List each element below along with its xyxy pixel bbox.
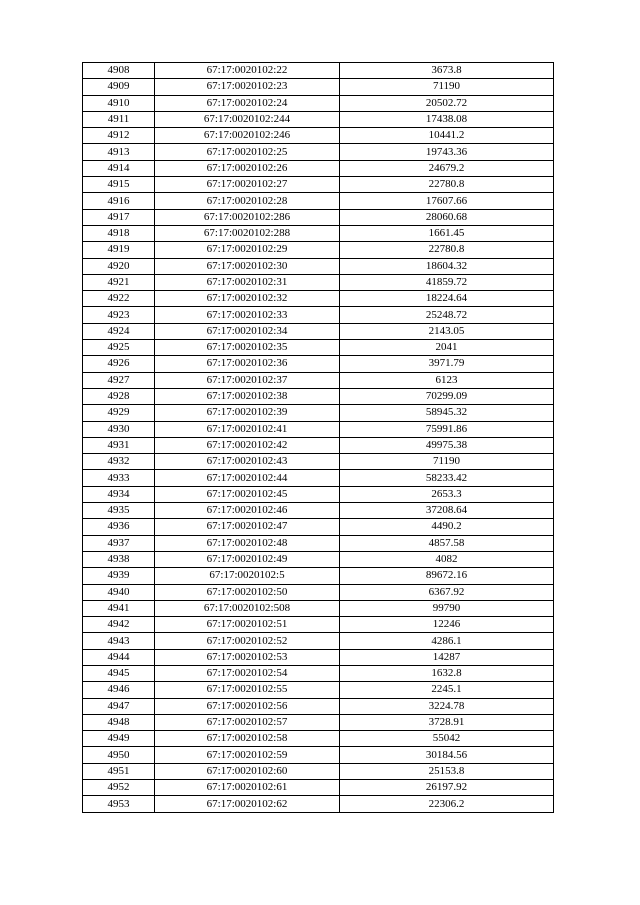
table-row [83,111,554,127]
cadastral-number-cell: 67:17:0020102:54 [155,665,340,681]
value-cell: 55042 [340,731,554,747]
value-cell: 25153.8 [340,763,554,779]
cadastral-number-cell: 67:17:0020102:36 [155,356,340,372]
row-number-cell: 4927 [83,372,155,388]
row-number-cell: 4953 [83,796,155,812]
cadastral-number-cell: 67:17:0020102:46 [155,503,340,519]
value-cell: 30184.56 [340,747,554,763]
cadastral-number-cell: 67:17:0020102:42 [155,437,340,453]
table-row [83,503,554,519]
cadastral-number-cell: 67:17:0020102:33 [155,307,340,323]
cadastral-number-cell: 67:17:0020102:53 [155,649,340,665]
row-number-cell: 4918 [83,225,155,241]
value-cell: 70299.09 [340,388,554,404]
cadastral-number-cell: 67:17:0020102:52 [155,633,340,649]
value-cell: 99790 [340,600,554,616]
value-cell: 17607.66 [340,193,554,209]
table-row [83,780,554,796]
cadastral-number-cell: 67:17:0020102:38 [155,388,340,404]
cadastral-number-cell: 67:17:0020102:50 [155,584,340,600]
table-row [83,95,554,111]
cadastral-number-cell: 67:17:0020102:47 [155,519,340,535]
row-number-cell: 4945 [83,665,155,681]
row-number-cell: 4944 [83,649,155,665]
value-cell: 49975.38 [340,437,554,453]
value-cell: 2245.1 [340,682,554,698]
row-number-cell: 4942 [83,617,155,633]
value-cell: 25248.72 [340,307,554,323]
value-cell: 58233.42 [340,470,554,486]
value-cell: 22306.2 [340,796,554,812]
row-number-cell: 4921 [83,274,155,290]
cadastral-number-cell: 67:17:0020102:60 [155,763,340,779]
cadastral-number-cell: 67:17:0020102:62 [155,796,340,812]
row-number-cell: 4940 [83,584,155,600]
row-number-cell: 4932 [83,454,155,470]
cadastral-number-cell: 67:17:0020102:35 [155,340,340,356]
row-number-cell: 4949 [83,731,155,747]
cadastral-number-cell: 67:17:0020102:58 [155,731,340,747]
value-cell: 4286.1 [340,633,554,649]
table-row [83,421,554,437]
value-cell: 19743.36 [340,144,554,160]
row-number-cell: 4951 [83,763,155,779]
row-number-cell: 4912 [83,128,155,144]
row-number-cell: 4931 [83,437,155,453]
row-number-cell: 4952 [83,780,155,796]
cadastral-number-cell: 67:17:0020102:22 [155,63,340,79]
value-cell: 6367.92 [340,584,554,600]
value-cell: 26197.92 [340,780,554,796]
cadastral-number-cell: 67:17:0020102:28 [155,193,340,209]
value-cell: 2143.05 [340,323,554,339]
value-cell: 10441.2 [340,128,554,144]
cadastral-number-cell: 67:17:0020102:59 [155,747,340,763]
value-cell: 4082 [340,551,554,567]
table-row [83,193,554,209]
table-row [83,307,554,323]
value-cell: 6123 [340,372,554,388]
row-number-cell: 4908 [83,63,155,79]
value-cell: 41859.72 [340,274,554,290]
row-number-cell: 4937 [83,535,155,551]
table-row [83,731,554,747]
table-row [83,340,554,356]
table-row [83,714,554,730]
table-row [83,388,554,404]
value-cell: 89672.16 [340,568,554,584]
cadastral-number-cell: 67:17:0020102:31 [155,274,340,290]
row-number-cell: 4947 [83,698,155,714]
table-row [83,682,554,698]
row-number-cell: 4910 [83,95,155,111]
table-row [83,454,554,470]
cadastral-number-cell: 67:17:0020102:29 [155,242,340,258]
value-cell: 12246 [340,617,554,633]
cadastral-number-cell: 67:17:0020102:5 [155,568,340,584]
table-row [83,405,554,421]
value-cell: 75991.86 [340,421,554,437]
cadastral-number-cell: 67:17:0020102:51 [155,617,340,633]
row-number-cell: 4946 [83,682,155,698]
cadastral-number-cell: 67:17:0020102:34 [155,323,340,339]
row-number-cell: 4938 [83,551,155,567]
table-row [83,242,554,258]
row-number-cell: 4917 [83,209,155,225]
table-body [83,63,554,813]
table-row [83,519,554,535]
table-row [83,225,554,241]
cadastral-number-cell: 67:17:0020102:56 [155,698,340,714]
cadastral-number-cell: 67:17:0020102:286 [155,209,340,225]
cadastral-number-cell: 67:17:0020102:41 [155,421,340,437]
table-row [83,144,554,160]
cadastral-number-cell: 67:17:0020102:26 [155,160,340,176]
table-row [83,323,554,339]
row-number-cell: 4926 [83,356,155,372]
table-row [83,486,554,502]
table-row [83,584,554,600]
cadastral-number-cell: 67:17:0020102:25 [155,144,340,160]
table-row [83,535,554,551]
table-row [83,372,554,388]
value-cell: 18224.64 [340,291,554,307]
cadastral-number-cell: 67:17:0020102:23 [155,79,340,95]
table-row [83,665,554,681]
row-number-cell: 4933 [83,470,155,486]
row-number-cell: 4916 [83,193,155,209]
table-row [83,128,554,144]
table-row [83,291,554,307]
row-number-cell: 4909 [83,79,155,95]
cadastral-number-cell: 67:17:0020102:44 [155,470,340,486]
value-cell: 37208.64 [340,503,554,519]
row-number-cell: 4919 [83,242,155,258]
table-row [83,274,554,290]
row-number-cell: 4922 [83,291,155,307]
table-row [83,356,554,372]
table-row [83,470,554,486]
value-cell: 18604.32 [340,258,554,274]
cadastral-number-cell: 67:17:0020102:48 [155,535,340,551]
row-number-cell: 4924 [83,323,155,339]
value-cell: 1632.8 [340,665,554,681]
row-number-cell: 4943 [83,633,155,649]
value-cell: 14287 [340,649,554,665]
row-number-cell: 4925 [83,340,155,356]
value-cell: 1661.45 [340,225,554,241]
row-number-cell: 4950 [83,747,155,763]
value-cell: 24679.2 [340,160,554,176]
table-row [83,79,554,95]
cadastral-number-cell: 67:17:0020102:246 [155,128,340,144]
value-cell: 4857.58 [340,535,554,551]
row-number-cell: 4936 [83,519,155,535]
value-cell: 3971.79 [340,356,554,372]
table-row [83,209,554,225]
cadastral-number-cell: 67:17:0020102:45 [155,486,340,502]
table-row [83,600,554,616]
cadastral-number-cell: 67:17:0020102:55 [155,682,340,698]
cadastral-number-cell: 67:17:0020102:39 [155,405,340,421]
table-row [83,617,554,633]
row-number-cell: 4913 [83,144,155,160]
table-row [83,633,554,649]
table-row [83,568,554,584]
cadastral-number-cell: 67:17:0020102:49 [155,551,340,567]
value-cell: 17438.08 [340,111,554,127]
cadastral-number-cell: 67:17:0020102:61 [155,780,340,796]
row-number-cell: 4920 [83,258,155,274]
value-cell: 20502.72 [340,95,554,111]
cadastral-number-cell: 67:17:0020102:508 [155,600,340,616]
cadastral-number-cell: 67:17:0020102:288 [155,225,340,241]
row-number-cell: 4948 [83,714,155,730]
value-cell: 58945.32 [340,405,554,421]
row-number-cell: 4911 [83,111,155,127]
value-cell: 2653.3 [340,486,554,502]
table-row [83,649,554,665]
row-number-cell: 4941 [83,600,155,616]
row-number-cell: 4929 [83,405,155,421]
value-cell: 4490.2 [340,519,554,535]
table-row [83,763,554,779]
value-cell: 71190 [340,454,554,470]
row-number-cell: 4934 [83,486,155,502]
cadastral-number-cell: 67:17:0020102:43 [155,454,340,470]
table-row [83,747,554,763]
cadastral-number-cell: 67:17:0020102:244 [155,111,340,127]
table-row [83,437,554,453]
value-cell: 22780.8 [340,177,554,193]
table-row [83,160,554,176]
table-row [83,258,554,274]
table-row [83,551,554,567]
cadastral-number-cell: 67:17:0020102:37 [155,372,340,388]
cadastral-number-cell: 67:17:0020102:24 [155,95,340,111]
table-row [83,698,554,714]
table-row [83,177,554,193]
row-number-cell: 4930 [83,421,155,437]
cadastral-number-cell: 67:17:0020102:30 [155,258,340,274]
row-number-cell: 4935 [83,503,155,519]
value-cell: 3728.91 [340,714,554,730]
row-number-cell: 4915 [83,177,155,193]
value-cell: 2041 [340,340,554,356]
value-cell: 71190 [340,79,554,95]
cadastral-number-cell: 67:17:0020102:57 [155,714,340,730]
value-cell: 22780.8 [340,242,554,258]
table-row [83,796,554,812]
row-number-cell: 4923 [83,307,155,323]
cadastral-number-cell: 67:17:0020102:27 [155,177,340,193]
value-cell: 28060.68 [340,209,554,225]
cadastral-value-table [82,62,554,813]
cadastral-number-cell: 67:17:0020102:32 [155,291,340,307]
row-number-cell: 4914 [83,160,155,176]
value-cell: 3673.8 [340,63,554,79]
row-number-cell: 4939 [83,568,155,584]
row-number-cell: 4928 [83,388,155,404]
table-row [83,63,554,79]
value-cell: 3224.78 [340,698,554,714]
